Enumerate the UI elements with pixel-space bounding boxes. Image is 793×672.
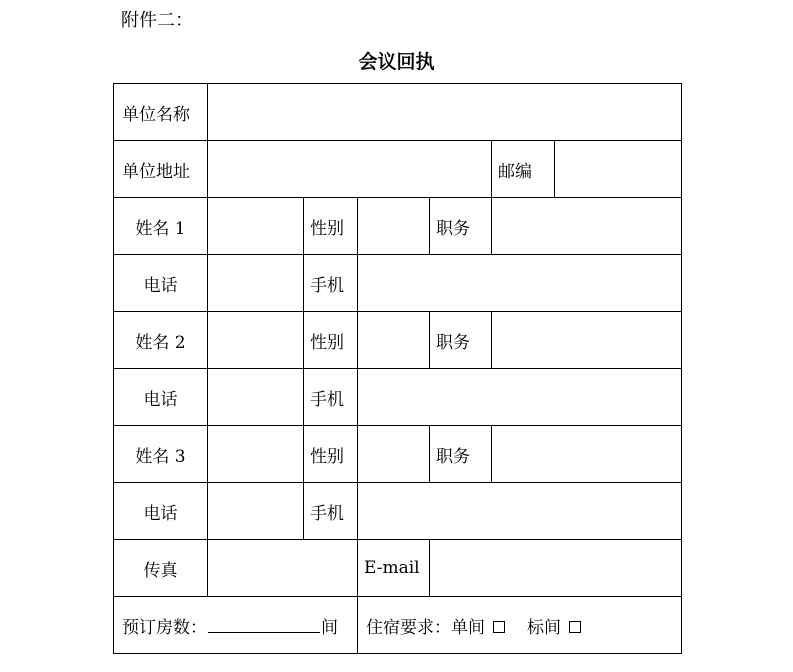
phone-1-field[interactable] [208,255,304,312]
gender-3-label: 性别 [304,426,358,483]
mobile-3-label: 手机 [304,483,358,540]
position-3-label: 职务 [430,426,492,483]
form-title: 会议回执 [358,51,435,73]
row-unit-name [114,84,682,141]
attachment-label: 附件二： [121,10,193,31]
postcode-label: 邮编 [492,141,555,198]
row-unit-address [114,141,682,198]
row-person-3 [114,426,682,483]
gender-2-field[interactable] [358,312,430,369]
postcode-field[interactable] [555,141,682,198]
phone-1-label: 电话 [114,255,208,312]
name-2-label: 姓名 2 [114,312,208,369]
mobile-1-label: 手机 [304,255,358,312]
single-room-checkbox[interactable] [493,621,505,633]
row-fax [114,540,682,597]
lodging-cell [358,597,682,654]
name-3-label: 姓名 3 [114,426,208,483]
name-1-label: 姓名 1 [114,198,208,255]
unit-address-field[interactable] [208,141,492,198]
mobile-2-label: 手机 [304,369,358,426]
unit-name-field[interactable] [208,84,682,141]
row-phone-3 [114,483,682,540]
reply-form-table [113,83,682,654]
room-unit-label: 间 [321,617,338,638]
row-phone-2 [114,369,682,426]
email-field[interactable] [430,540,682,597]
position-2-field[interactable] [492,312,682,369]
lodging-label: 住宿要求： [366,617,451,638]
gender-3-field[interactable] [358,426,430,483]
name-3-field[interactable] [208,426,304,483]
room-count-cell [114,597,358,654]
position-3-field[interactable] [492,426,682,483]
row-phone-1 [114,255,682,312]
position-1-label: 职务 [430,198,492,255]
email-label: E-mail [358,540,430,597]
unit-address-label: 单位地址 [114,141,208,198]
gender-2-label: 性别 [304,312,358,369]
mobile-3-field[interactable] [358,483,682,540]
row-booking [114,597,682,654]
gender-1-label: 性别 [304,198,358,255]
row-person-2 [114,312,682,369]
phone-3-field[interactable] [208,483,304,540]
row-person-1 [114,198,682,255]
phone-3-label: 电话 [114,483,208,540]
position-2-label: 职务 [430,312,492,369]
room-count-label: 预订房数： [122,617,207,638]
fax-field[interactable] [208,540,358,597]
unit-name-label: 单位名称 [114,84,208,141]
phone-2-label: 电话 [114,369,208,426]
phone-2-field[interactable] [208,369,304,426]
name-2-field[interactable] [208,312,304,369]
standard-room-label: 标间 [527,617,561,638]
standard-room-checkbox[interactable] [569,621,581,633]
name-1-field[interactable] [208,198,304,255]
fax-label: 传真 [114,540,208,597]
position-1-field[interactable] [492,198,682,255]
mobile-2-field[interactable] [358,369,682,426]
single-room-label: 单间 [451,617,485,638]
mobile-1-field[interactable] [358,255,682,312]
gender-1-field[interactable] [358,198,430,255]
room-count-field[interactable] [208,614,320,633]
